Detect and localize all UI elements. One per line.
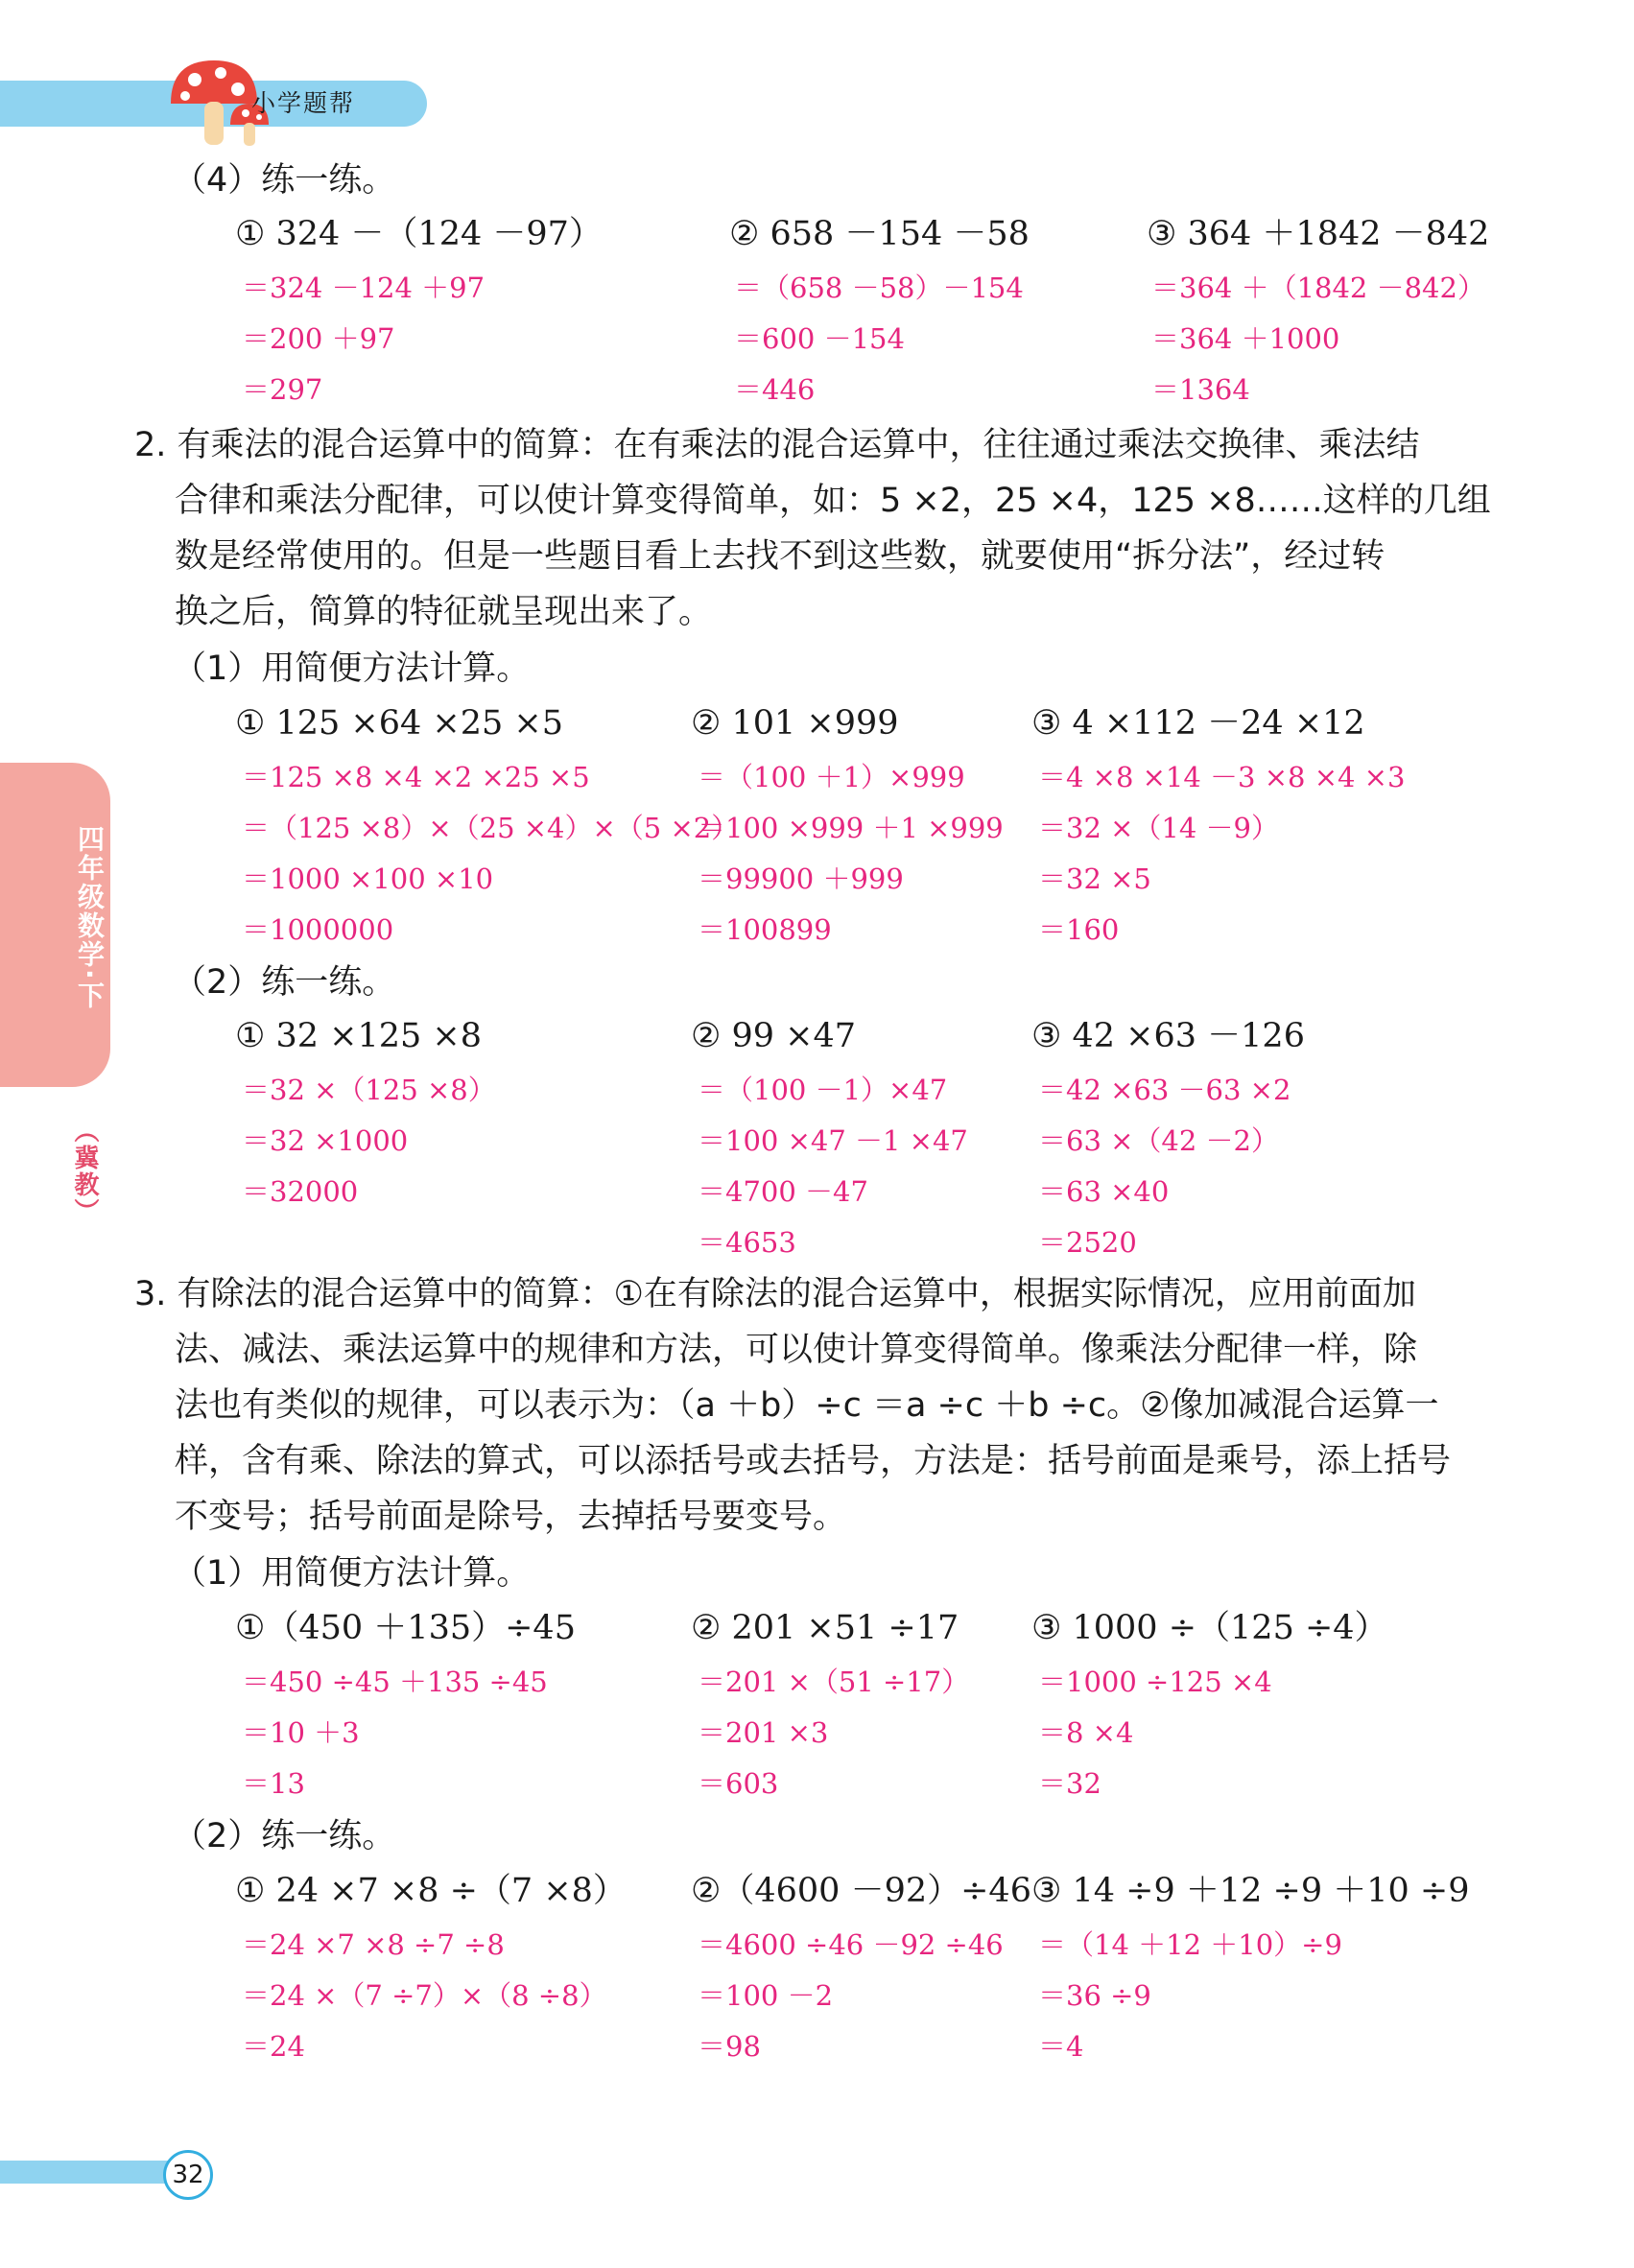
- step: ＝100 ×999 ＋1 ×999: [698, 812, 1004, 844]
- step: ＝125 ×8 ×4 ×2 ×25 ×5: [242, 761, 590, 793]
- paragraph-line: 2. 有乘法的混合运算中的简算：在有乘法的混合运算中，往往通过乘法交换律、乘法结: [134, 426, 1420, 464]
- problem: ③ 42 ×63 －126: [1031, 1017, 1305, 1055]
- step: ＝13: [242, 1767, 305, 1800]
- step: ＝98: [698, 2030, 761, 2063]
- paragraph-line: 合律和乘法分配律，可以使计算变得简单，如：5 ×2，25 ×4，125 ×8……这样的几组: [175, 482, 1491, 520]
- section2-part1-label: （1）用简便方法计算。: [173, 650, 531, 688]
- step: ＝32: [1038, 1767, 1101, 1800]
- step: ＝324 －124 ＋97: [242, 272, 485, 304]
- step: ＝32 ×5: [1038, 862, 1151, 895]
- step: ＝297: [242, 373, 323, 406]
- step: ＝100 －2: [698, 1979, 834, 2012]
- section2-part2-label: （2）练一练。: [173, 963, 396, 1002]
- step: ＝4600 ÷46 －92 ÷46: [698, 1928, 1004, 1961]
- step: ＝（658 －58）－154: [734, 272, 1024, 304]
- step: ＝32 ×（14 －9）: [1038, 812, 1279, 844]
- step: ＝450 ÷45 ＋135 ÷45: [242, 1666, 548, 1698]
- step: ＝364 ＋（1842 －842）: [1151, 272, 1485, 304]
- step: ＝10 ＋3: [242, 1716, 360, 1749]
- step: ＝63 ×40: [1038, 1175, 1170, 1208]
- step: ＝201 ×3: [698, 1716, 829, 1749]
- step: ＝42 ×63 －63 ×2: [1038, 1074, 1291, 1106]
- step: ＝24 ×7 ×8 ÷7 ÷8: [242, 1928, 505, 1961]
- step: ＝100 ×47 －1 ×47: [698, 1124, 968, 1157]
- problem: ③ 1000 ÷（125 ÷4）: [1031, 1609, 1388, 1647]
- problem: ① 125 ×64 ×25 ×5: [235, 704, 564, 743]
- problem: ③ 364 ＋1842 －842: [1147, 215, 1490, 253]
- section3-part1-label: （1）用简便方法计算。: [173, 1554, 531, 1593]
- paragraph-line: 换之后，简算的特征就呈现出来了。: [175, 593, 713, 631]
- header-title: 小学题帮: [251, 89, 356, 117]
- step: ＝1000 ÷125 ×4: [1038, 1666, 1272, 1698]
- step: ＝4: [1038, 2030, 1084, 2063]
- step: ＝603: [698, 1767, 779, 1800]
- paragraph-line: 法也有类似的规律，可以表示为：（a ＋b）÷c ＝a ÷c ＋b ÷c。②像加减混合运算一: [175, 1386, 1439, 1425]
- step: ＝446: [734, 373, 816, 406]
- problem: ②（4600 －92）÷46: [691, 1872, 1031, 1910]
- section3-part2-label: （2）练一练。: [173, 1817, 396, 1855]
- step: ＝32 ×1000: [242, 1124, 409, 1157]
- problem: ① 324 －（124 －97）: [235, 215, 603, 253]
- step: ＝100899: [698, 913, 832, 946]
- step: ＝201 ×（51 ÷17）: [698, 1666, 970, 1698]
- step: ＝99900 ＋999: [698, 862, 904, 895]
- side-tab-text: 四年级数学·下: [74, 825, 106, 1010]
- paragraph-line: 3. 有除法的混合运算中的简算：①在有除法的混合运算中，根据实际情况，应用前面加: [134, 1275, 1416, 1313]
- step: ＝32 ×（125 ×8）: [242, 1074, 496, 1106]
- step: ＝24 ×（7 ÷7）×（8 ÷8）: [242, 1979, 607, 2012]
- section3-paragraph: [134, 1266, 1506, 1545]
- paragraph-line: 样，含有乘、除法的算式，可以添括号或去括号，方法是：括号前面是乘号，添上括号: [175, 1442, 1452, 1480]
- step: ＝4700 －47: [698, 1175, 868, 1208]
- step: ＝（14 ＋12 ＋10）÷9: [1038, 1928, 1342, 1961]
- step: ＝（100 －1）×47: [698, 1074, 948, 1106]
- step: ＝24: [242, 2030, 305, 2063]
- problem: ② 101 ×999: [691, 704, 899, 743]
- step: ＝4 ×8 ×14 －3 ×8 ×4 ×3: [1038, 761, 1406, 793]
- step: ＝600 －154: [734, 322, 905, 355]
- section-a-label: （4）练一练。: [173, 161, 396, 200]
- section2-paragraph: [134, 417, 1506, 640]
- step: ＝160: [1038, 913, 1120, 946]
- step: ＝（125 ×8）×（25 ×4）×（5 ×2）: [242, 812, 740, 844]
- problem: ② 201 ×51 ÷17: [691, 1609, 959, 1647]
- side-tab-sub: （冀教）: [70, 1118, 99, 1225]
- footer-bar: [0, 2161, 182, 2184]
- step: ＝1000 ×100 ×10: [242, 862, 494, 895]
- step: ＝1364: [1151, 373, 1250, 406]
- step: ＝（100 ＋1）×999: [698, 761, 965, 793]
- step: ＝8 ×4: [1038, 1716, 1134, 1749]
- problem: ② 99 ×47: [691, 1017, 857, 1055]
- step: ＝1000000: [242, 913, 394, 946]
- paragraph-line: 数是经常使用的。但是一些题目看上去找不到这些数，就要使用“拆分法”，经过转: [175, 537, 1385, 576]
- page-number: 32: [163, 2150, 213, 2200]
- problem: ① 32 ×125 ×8: [235, 1017, 483, 1055]
- step: ＝2520: [1038, 1226, 1137, 1259]
- problem: ③ 14 ÷9 ＋12 ÷9 ＋10 ÷9: [1031, 1872, 1470, 1910]
- step: ＝364 ＋1000: [1151, 322, 1340, 355]
- paragraph-line: 不变号；括号前面是除号，去掉括号要变号。: [175, 1498, 847, 1536]
- step: ＝63 ×（42 －2）: [1038, 1124, 1279, 1157]
- step: ＝4653: [698, 1226, 796, 1259]
- problem: ① 24 ×7 ×8 ÷（7 ×8）: [235, 1872, 627, 1910]
- problem: ①（450 ＋135）÷45: [235, 1609, 576, 1647]
- problem: ③ 4 ×112 －24 ×12: [1031, 704, 1365, 743]
- paragraph-line: 法、减法、乘法运算中的规律和方法，可以使计算变得简单。像乘法分配律一样，除: [175, 1331, 1418, 1369]
- problem: ② 658 －154 －58: [729, 215, 1030, 253]
- step: ＝32000: [242, 1175, 359, 1208]
- step: ＝36 ÷9: [1038, 1979, 1151, 2012]
- step: ＝200 ＋97: [242, 322, 395, 355]
